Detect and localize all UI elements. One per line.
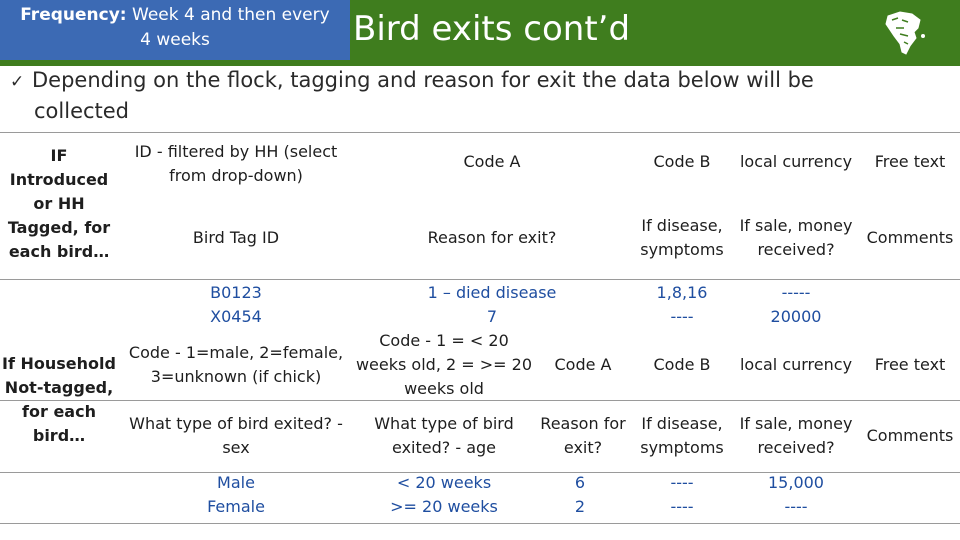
table-divider: [0, 279, 960, 280]
bullet-line2: collected: [34, 99, 130, 123]
value-symptoms: [632, 281, 732, 329]
header-line: If sale, money: [739, 414, 853, 433]
row-label-line: Tagged, for: [7, 218, 111, 237]
frequency-label: Frequency:: [20, 5, 127, 25]
header-money2: [734, 412, 858, 460]
africa-map-logo-icon: [878, 6, 928, 58]
table-cell: X0454: [210, 307, 262, 326]
code-reason: Code A: [463, 152, 521, 171]
table-cell: ----: [784, 497, 808, 516]
header-line: Reason for: [540, 414, 626, 433]
table-cell: ----: [670, 473, 694, 492]
header-line: exited? - age: [392, 438, 496, 457]
header-symptoms2: [632, 412, 732, 460]
code-bird-tag: [118, 140, 354, 188]
table-cell: < 20 weeks: [396, 473, 492, 492]
row-label-line: or HH: [33, 194, 85, 213]
table-cell: 2: [574, 497, 586, 516]
code-reason2: Code A: [554, 355, 612, 374]
table-cell: 20000: [770, 307, 822, 326]
row-label-line: for each: [22, 402, 96, 421]
header-line: If disease,: [641, 414, 723, 433]
header-reason2: [534, 412, 632, 460]
value-money2: [734, 471, 858, 519]
code-line: from drop-down): [169, 166, 303, 185]
value-sex: [118, 471, 354, 519]
page-title: Bird exits cont’d: [353, 9, 631, 49]
value-tag-ids: [118, 281, 354, 329]
code-money: local currency: [739, 152, 853, 171]
table-cell: 1 – died disease: [427, 283, 557, 302]
frequency-line1: Week 4 and then every: [132, 5, 330, 25]
table-cell: Female: [207, 497, 265, 516]
code-comments: Free text: [874, 152, 946, 171]
value-age: [354, 471, 534, 519]
bullet-line1: Depending on the flock, tagging and reason for exit the data below will be: [32, 68, 814, 92]
data-table: [0, 132, 960, 540]
header-line: sex: [222, 438, 250, 457]
code-money2: local currency: [739, 355, 853, 374]
value-reason: [354, 281, 630, 329]
header-line: exit?: [563, 438, 603, 457]
code-line: Code - 1 = < 20: [379, 331, 509, 350]
bullet-text: [10, 66, 948, 126]
header-line: symptoms: [640, 438, 724, 457]
header-bird-tag-id: Bird Tag ID: [192, 228, 280, 247]
header-line: received?: [757, 438, 835, 457]
header-comments2: Comments: [866, 426, 954, 445]
value-money: [734, 281, 858, 329]
table-cell: 1,8,16: [656, 283, 708, 302]
header-comments: Comments: [866, 228, 954, 247]
header-age: [354, 412, 534, 460]
row-label-line: IF Introduced: [9, 146, 109, 189]
row-label-line: bird…: [32, 426, 86, 445]
code-line: ID - filtered by HH (select: [134, 142, 338, 161]
row-label-line: Not-tagged,: [4, 378, 114, 397]
section1-row-label: [0, 146, 118, 261]
frequency-line2: 4 weeks: [140, 30, 210, 50]
value-reason2: [534, 471, 626, 519]
table-cell: Male: [217, 473, 255, 492]
checkmark-icon: ✓: [10, 72, 25, 92]
table-cell: -----: [781, 283, 811, 302]
row-label-line: If Household: [2, 354, 116, 373]
code-line: weeks old: [404, 379, 484, 398]
header-line: symptoms: [640, 240, 724, 259]
code-symptoms2: Code B: [653, 355, 711, 374]
table-border-top: [0, 132, 960, 133]
table-cell: B0123: [210, 283, 262, 302]
value-symptoms2: [632, 471, 732, 519]
code-line: 3=unknown (if chick): [150, 367, 322, 386]
code-age: [354, 329, 534, 401]
header-symptoms: [632, 214, 732, 262]
table-cell: 7: [486, 307, 498, 326]
header-line: If disease,: [641, 216, 723, 235]
code-sex: [118, 341, 354, 389]
row-label-line: each bird…: [8, 242, 110, 261]
code-line: Code - 1=male, 2=female,: [128, 343, 344, 362]
header-line: What type of bird exited? -: [129, 414, 343, 433]
table-cell: 6: [574, 473, 586, 492]
frequency-box: [0, 0, 350, 60]
header-money: [734, 214, 858, 262]
table-border-bottom: [0, 523, 960, 524]
header-bar: [0, 0, 960, 66]
section2-row-label: [0, 352, 118, 448]
table-cell: 15,000: [768, 473, 824, 492]
table-cell: ----: [670, 497, 694, 516]
header-line: If sale, money: [739, 216, 853, 235]
header-sex: [118, 412, 354, 460]
code-line: weeks old, 2 = >= 20: [355, 355, 533, 374]
header-line: What type of bird: [374, 414, 514, 433]
table-cell: ----: [670, 307, 694, 326]
code-comments2: Free text: [874, 355, 946, 374]
table-cell: >= 20 weeks: [390, 497, 498, 516]
header-line: received?: [757, 240, 835, 259]
header-reason: Reason for exit?: [427, 228, 557, 247]
code-symptoms: Code B: [653, 152, 711, 171]
